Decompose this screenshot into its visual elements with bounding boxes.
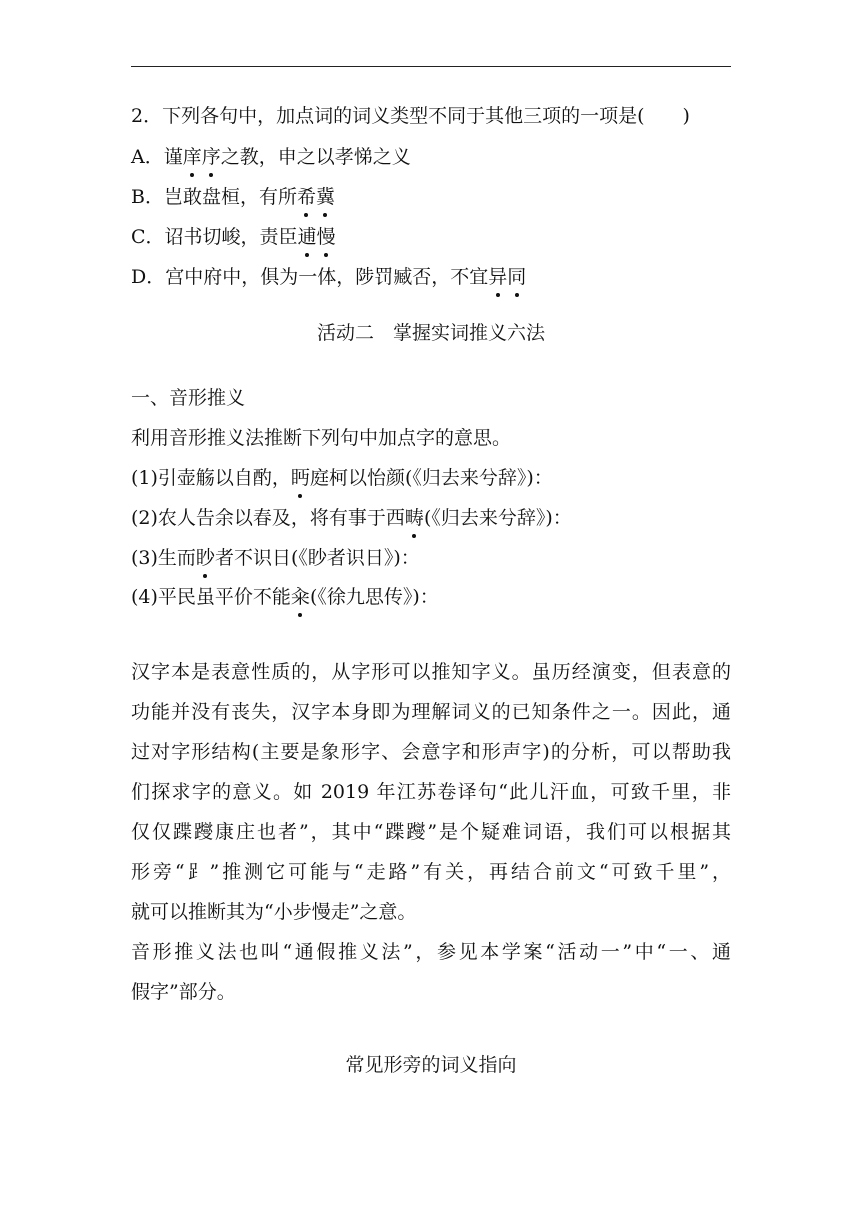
instruction: 利用音形推义法推断下列句中加点字的意思。 — [131, 427, 512, 449]
paragraph-line: 们探求字的意义。如 2019 年江苏卷译句“此儿汗血，可致千里，非 — [131, 781, 731, 803]
paragraph-line: 就可以推断其为“小步慢走”之意。 — [131, 901, 417, 923]
item-2 — [131, 505, 572, 531]
emphasis-dot-char: 异 — [488, 266, 508, 288]
emphasis-dot-char: 冀 — [315, 186, 335, 208]
emphasis-dot-char: 慢 — [316, 226, 336, 248]
item-1-pre: (1)引壶觞以自酌， — [131, 467, 291, 489]
option-b-dotted — [297, 186, 335, 208]
emphasis-dot-char: 希 — [296, 186, 316, 208]
item-3 — [131, 545, 420, 571]
item-1-dotted: 眄 — [290, 467, 310, 489]
emphasis-dot-char: 逋 — [297, 226, 317, 248]
paragraph-line: 形旁“⻊”推测它可能与“走路”有关，再结合前文“可致千里”， — [131, 861, 731, 883]
option-a-post: 之教，申之以孝悌之义 — [220, 146, 411, 168]
option-c — [131, 224, 336, 250]
paragraph-line: 过对字形结构(主要是象形字、会意字和形声字)的分析，可以帮助我 — [131, 741, 731, 763]
option-b-pre: B．岂敢盘桓，有所 — [131, 186, 297, 208]
option-d — [131, 264, 526, 290]
item-4-pre: (4)平民虽平价不能 — [131, 586, 291, 608]
subsection-heading: 一、音形推义 — [131, 387, 246, 409]
item-3-post: 者不识日(《眇者识日》)： — [214, 547, 420, 569]
paragraph-line: 功能并没有丧失，汉字本身即为理解词义的已知条件之一。因此，通 — [131, 701, 731, 723]
option-a-pre: A．谨 — [131, 146, 183, 168]
option-a-dotted — [183, 146, 221, 168]
item-2-pre: (2)农人告余以春及，将有事于西 — [131, 507, 405, 529]
item-4 — [131, 584, 439, 610]
item-3-dotted: 眇 — [195, 547, 215, 569]
paragraph-line: 仅仅蹀躞康庄也者”，其中“蹀躞”是个疑难词语，我们可以根据其 — [131, 821, 731, 843]
emphasis-dot-char: 同 — [507, 266, 527, 288]
item-4-post: (《徐九思传》)： — [309, 586, 439, 608]
note-line: 假字”部分。 — [131, 981, 236, 1003]
emphasis-dot-char: 庠 — [182, 146, 202, 168]
item-1-post: 庭柯以怡颜(《归去来兮辞》)： — [309, 467, 553, 489]
option-c-pre: C．诏书切峻，责臣 — [131, 226, 298, 248]
option-d-pre: D．宫中府中，俱为一体，陟罚臧否，不宜 — [131, 266, 489, 288]
table-title: 常见形旁的词义指向 — [345, 1054, 517, 1076]
note-line: 音形推义法也叫“通假推义法”，参见本学案“活动一”中“一、通 — [131, 941, 731, 963]
option-c-dotted — [298, 226, 336, 248]
question-stem: 2．下列各句中，加点词的词义类型不同于其他三项的一项是( ) — [131, 105, 690, 127]
paragraph-line: 汉字本是表意性质的，从字形可以推知字义。虽历经演变，但表意的 — [131, 661, 731, 683]
emphasis-dot-char: 序 — [201, 146, 221, 168]
item-1 — [131, 465, 553, 491]
option-d-dotted — [488, 266, 526, 288]
item-2-dotted: 畴 — [404, 507, 424, 529]
option-b — [131, 184, 335, 210]
item-2-post: (《归去来兮辞》)： — [423, 507, 572, 529]
item-3-pre: (3)生而 — [131, 547, 196, 569]
section-title: 活动二 掌握实词推义六法 — [316, 322, 545, 344]
item-4-dotted: 籴 — [290, 586, 310, 608]
header-rule — [131, 66, 731, 67]
option-a — [131, 144, 411, 170]
